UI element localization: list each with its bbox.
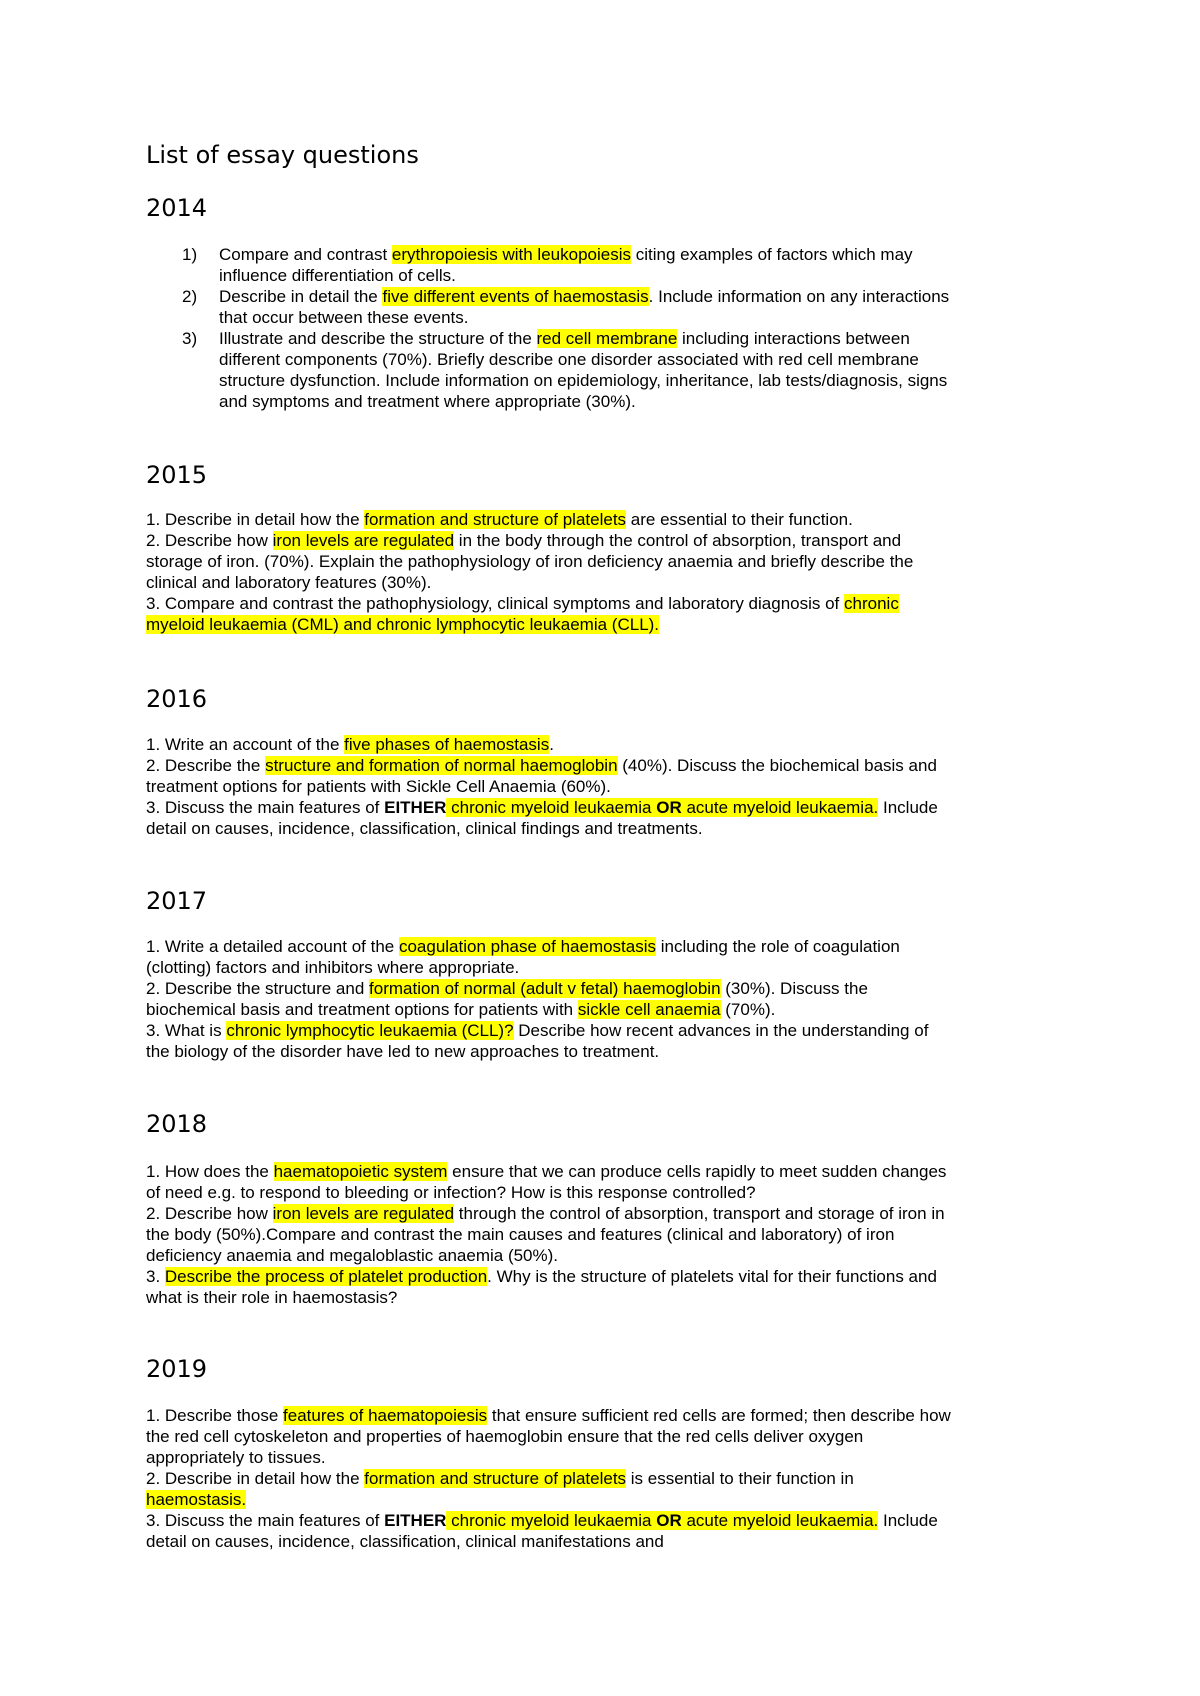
question-2015-1 bbox=[146, 509, 956, 530]
highlighted-topic: iron levels are regulated bbox=[272, 531, 455, 550]
question-2015-2 bbox=[146, 530, 956, 593]
highlighted-topic: five phases of haemostasis bbox=[344, 735, 550, 754]
question-text: Illustrate and describe the structure of the bbox=[219, 329, 537, 348]
question-text: are essential to their function. bbox=[626, 510, 853, 529]
question-text: ensure that we can produce cells rapidly to meet sudden changes of need e.g. to respond to bleeding or infection? How is this response controlled? bbox=[146, 1162, 947, 1202]
question-number: 3) bbox=[182, 329, 198, 348]
question-text: 1. Describe those bbox=[146, 1406, 284, 1425]
question-text: 3. bbox=[146, 1267, 165, 1286]
highlighted-topic: chronic myeloid leukaemia bbox=[446, 1511, 657, 1530]
question-text: Describe in detail the bbox=[219, 287, 383, 306]
question-text: Include detail on causes, incidence, classification, clinical findings and treatments. bbox=[146, 798, 938, 838]
question-text: 1. Write an account of the bbox=[146, 735, 345, 754]
question-2016-2 bbox=[146, 755, 956, 797]
question-text: 1. Describe in detail how the bbox=[146, 510, 365, 529]
question-text: 2. Describe the structure and bbox=[146, 979, 370, 998]
question-2016-1 bbox=[146, 734, 956, 755]
question-text: . Include information on any interactions that occur between these events. bbox=[219, 287, 950, 327]
page-title: List of essay questions bbox=[146, 141, 419, 169]
question-number: 1) bbox=[182, 245, 198, 264]
question-text: . Why is the structure of platelets vital for their functions and what is their role in haemostasis? bbox=[146, 1267, 937, 1307]
question-text: (70%). bbox=[720, 1000, 776, 1019]
question-2018-1 bbox=[146, 1161, 956, 1203]
question-text: 3. Discuss the main features of bbox=[146, 1511, 385, 1530]
highlighted-topic: sickle cell anaemia bbox=[577, 1000, 721, 1019]
emphasis-text: EITHER bbox=[384, 1511, 447, 1530]
question-2014-2 bbox=[146, 286, 966, 328]
year-heading-2015: 2015 bbox=[146, 461, 208, 489]
question-2017-1 bbox=[146, 936, 956, 978]
question-2016-3 bbox=[146, 797, 956, 839]
highlighted-topic: structure and formation of normal haemoglobin bbox=[265, 756, 618, 775]
question-text: is essential to their function in bbox=[626, 1469, 854, 1488]
question-2017-3 bbox=[146, 1020, 956, 1062]
highlighted-topic: formation and structure of platelets bbox=[364, 510, 627, 529]
question-text: 1. Write a detailed account of the bbox=[146, 937, 399, 956]
question-2018-3 bbox=[146, 1266, 956, 1308]
question-2017-2 bbox=[146, 978, 956, 1020]
question-text: 2. Describe the bbox=[146, 756, 266, 775]
question-text: 3. Discuss the main features of bbox=[146, 798, 385, 817]
highlighted-topic: acute myeloid leukaemia. bbox=[681, 798, 879, 817]
question-2015-3 bbox=[146, 593, 956, 635]
question-text: Compare and contrast bbox=[219, 245, 392, 264]
question-text: 3. What is bbox=[146, 1021, 227, 1040]
question-text: (40%). Discuss the biochemical basis and treatment options for patients with Sickle Cell Anaemia (60%). bbox=[146, 756, 937, 796]
question-2014-1 bbox=[146, 244, 966, 286]
question-text: 2. Describe in detail how the bbox=[146, 1469, 365, 1488]
question-text: Describe how recent advances in the understanding of the biology of the disorder have led to new approaches to treatment. bbox=[146, 1021, 929, 1061]
highlighted-topic: haematopoietic system bbox=[273, 1162, 448, 1181]
question-text: citing examples of factors which may influence differentiation of cells. bbox=[219, 245, 913, 285]
year-heading-2017: 2017 bbox=[146, 887, 208, 915]
question-text: that ensure sufficient red cells are formed; then describe how the red cell cytoskeleton and properties of haemoglobin ensure that the red cells deliver oxygen appropriately to tissues. bbox=[146, 1406, 951, 1467]
year-heading-2018: 2018 bbox=[146, 1110, 208, 1138]
question-text: 3. Compare and contrast the pathophysiology, clinical symptoms and laboratory diagnosis of bbox=[146, 594, 845, 613]
emphasis-text: OR bbox=[656, 798, 682, 817]
year-heading-2016: 2016 bbox=[146, 685, 208, 713]
question-text: 1. How does the bbox=[146, 1162, 274, 1181]
emphasis-text: EITHER bbox=[384, 798, 447, 817]
question-text: including interactions between different components (70%). Briefly describe one disorder associated with red cell membrane structure dysfunction. Include information on epidemiology, inheritance, lab tests/diagnosis, signs and symptoms and treatment where appropriate (30%). bbox=[219, 329, 948, 411]
year-heading-2019: 2019 bbox=[146, 1355, 208, 1383]
highlighted-topic: chronic lymphocytic leukaemia (CLL)? bbox=[226, 1021, 514, 1040]
question-list-2014 bbox=[146, 244, 966, 412]
highlighted-topic: formation and structure of platelets bbox=[364, 1469, 627, 1488]
highlighted-topic: Describe the process of platelet production bbox=[164, 1267, 488, 1286]
question-2019-3 bbox=[146, 1510, 956, 1552]
question-text: Include detail on causes, incidence, classification, clinical manifestations and bbox=[146, 1511, 938, 1551]
question-text: through the control of absorption, transport and storage of iron in the body (50%).Compare and contrast the main causes and features (clinical and laboratory) of iron deficiency anaemia and megaloblastic anaemia (50%). bbox=[146, 1204, 945, 1265]
question-text: (30%). Discuss the biochemical basis and treatment options for patients with bbox=[146, 979, 868, 1019]
question-text: including the role of coagulation (clotting) factors and inhibitors where appropriate. bbox=[146, 937, 900, 977]
question-2019-1 bbox=[146, 1405, 956, 1468]
highlighted-topic: acute myeloid leukaemia. bbox=[681, 1511, 879, 1530]
question-2018-2 bbox=[146, 1203, 956, 1266]
highlighted-topic: chronic myeloid leukaemia (CML) and chronic lymphocytic leukaemia (CLL). bbox=[146, 594, 899, 634]
question-text: . bbox=[549, 735, 554, 754]
question-text: 2. Describe how bbox=[146, 1204, 273, 1223]
year-heading-2014: 2014 bbox=[146, 194, 208, 222]
question-text: in the body through the control of absorption, transport and storage of iron. (70%). Explain the pathophysiology of iron deficiency anaemia and briefly describe the clinical and laboratory features (30%). bbox=[146, 531, 914, 592]
highlighted-topic: erythropoiesis with leukopoiesis bbox=[391, 245, 631, 264]
highlighted-topic: chronic myeloid leukaemia bbox=[446, 798, 657, 817]
highlighted-topic: five different events of haemostasis bbox=[382, 287, 649, 306]
highlighted-topic: haemostasis. bbox=[146, 1490, 247, 1509]
question-text: 2. Describe how bbox=[146, 531, 273, 550]
emphasis-text: OR bbox=[656, 1511, 682, 1530]
highlighted-topic: iron levels are regulated bbox=[272, 1204, 455, 1223]
highlighted-topic: coagulation phase of haemostasis bbox=[398, 937, 657, 956]
question-number: 2) bbox=[182, 287, 198, 306]
question-2019-2 bbox=[146, 1468, 956, 1510]
question-2014-3 bbox=[146, 328, 966, 412]
highlighted-topic: formation of normal (adult v fetal) haemoglobin bbox=[369, 979, 721, 998]
highlighted-topic: red cell membrane bbox=[536, 329, 678, 348]
highlighted-topic: features of haematopoiesis bbox=[283, 1406, 488, 1425]
